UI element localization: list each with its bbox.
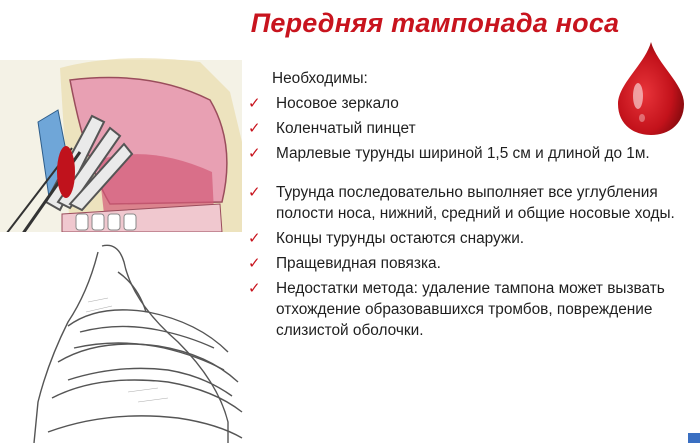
checkmark-icon: ✓ [248, 94, 261, 112]
slide-content [248, 68, 696, 345]
list-item [248, 93, 696, 114]
list-item-text: Концы турунды остаются снаружи. [276, 230, 525, 247]
checkmark-icon: ✓ [248, 279, 261, 297]
procedure-items-list [248, 182, 696, 341]
list-item [248, 182, 696, 224]
list-item [248, 143, 696, 164]
list-item [248, 253, 696, 274]
nasal-tamponade-illustration [0, 52, 242, 232]
list-item-text: Пращевидная повязка. [276, 255, 441, 272]
checkmark-icon: ✓ [248, 229, 261, 247]
required-items-list [248, 93, 696, 164]
nasal-cavity-sketch [28, 242, 248, 443]
list-gap [248, 168, 696, 182]
slide-title: Передняя тампонада носа [250, 8, 620, 38]
list-item-text: Носовое зеркало [276, 95, 399, 112]
list-item [248, 278, 696, 341]
checkmark-icon: ✓ [248, 254, 261, 272]
list-item-text: Марлевые турунды шириной 1,5 см и длиной до 1м. [276, 145, 650, 162]
list-item-text: Турунда последовательно выполняет все углубления полости носа, нижний, средний и общие носовые ходы. [276, 184, 675, 222]
checkmark-icon: ✓ [248, 183, 261, 201]
intro-text: Необходимы: [272, 70, 368, 87]
list-item-text: Коленчатый пинцет [276, 120, 416, 137]
corner-mark [688, 433, 700, 443]
list-item-text: Недостатки метода: удаление тампона может вызвать отхождение образовавшихся тромбов, повреждение слизистой оболочки. [276, 280, 665, 339]
list-item [248, 228, 696, 249]
checkmark-icon: ✓ [248, 119, 261, 137]
list-item [248, 118, 696, 139]
checkmark-icon: ✓ [248, 144, 261, 162]
